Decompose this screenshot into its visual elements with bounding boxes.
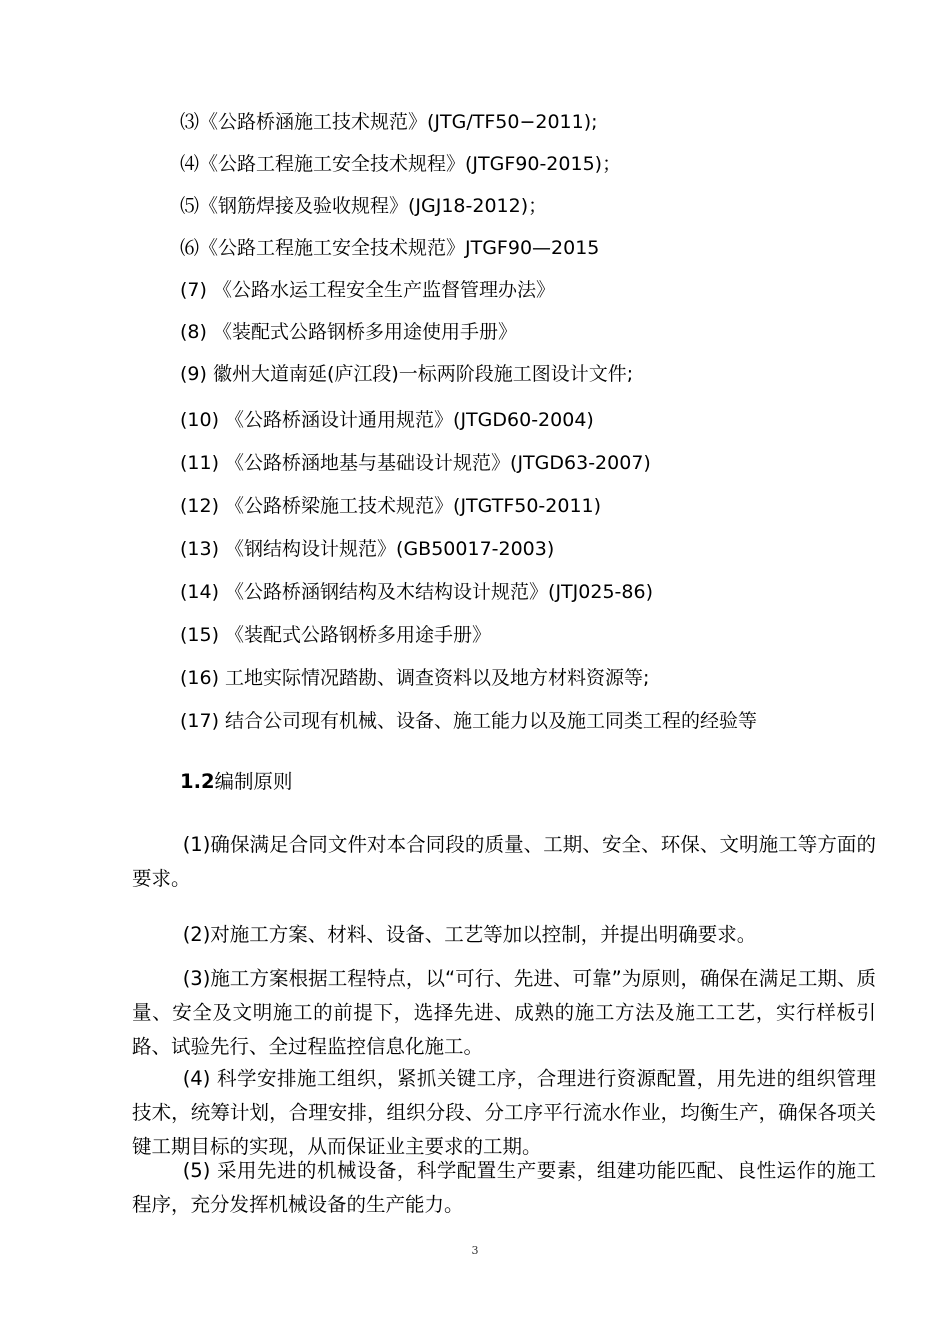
- reference-item: ⑷《公路工程施工安全技术规程》(JTGF90-2015)；: [180, 153, 622, 175]
- reference-item: (10) 《公路桥涵设计通用规范》(JTGD60-2004): [180, 409, 594, 431]
- reference-item: (11) 《公路桥涵地基与基础设计规范》(JTGD63-2007): [180, 452, 651, 474]
- reference-item: (9) 徽州大道南延(庐江段)一标两阶段施工图设计文件;: [180, 363, 634, 385]
- section-heading: [180, 768, 293, 796]
- reference-item: (7) 《公路水运工程安全生产监督管理办法》: [180, 279, 555, 301]
- reference-item: (16) 工地实际情况踏勘、调查资料以及地方材料资源等;: [180, 667, 650, 689]
- section-number: 1.2: [180, 770, 215, 793]
- principle-paragraph: (4) 科学安排施工组织，紧抓关键工序，合理进行资源配置，用先进的组织管理技术，统筹计划，合理安排，组织分段、分工序平行流水作业，均衡生产，确保各项关键工期目标的实现，从而保证业主要求的工期。: [132, 1067, 876, 1158]
- section-title: 编制原则: [214, 770, 293, 793]
- reference-item: ⑹《公路工程施工安全技术规范》JTGF90—2015: [180, 237, 600, 259]
- reference-item: (12) 《公路桥梁施工技术规范》(JTGTF50-2011): [180, 495, 602, 517]
- reference-item: ⑶《公路桥涵施工技术规范》(JTG/TF50−2011);: [180, 111, 598, 133]
- reference-item: (15) 《装配式公路钢桥多用途手册》: [180, 624, 492, 646]
- reference-item: (8) 《装配式公路钢桥多用途使用手册》: [180, 321, 517, 343]
- reference-item: ⑸《钢筋焊接及验收规程》(JGJ18-2012)；: [180, 195, 548, 217]
- page-number: 3: [471, 1244, 479, 1257]
- reference-item: (13) 《钢结构设计规范》(GB50017-2003): [180, 538, 555, 560]
- principle-paragraph: (3)施工方案根据工程特点，以“可行、先进、可靠”为原则，确保在满足工期、质量、安全及文明施工的前提下，选择先进、成熟的施工方法及施工工艺，实行样板引路、试验先行、全过程监控信息化施工。: [132, 967, 876, 1058]
- principle-paragraph: (5) 采用先进的机械设备，科学配置生产要素，组建功能匹配、良性运作的施工程序，充分发挥机械设备的生产能力。: [132, 1159, 876, 1216]
- principle-paragraph: (2)对施工方案、材料、设备、工艺等加以控制，并提出明确要求。: [182, 923, 757, 946]
- reference-item: (14) 《公路桥涵钢结构及木结构设计规范》(JTJ025-86): [180, 581, 653, 603]
- reference-item: (17) 结合公司现有机械、设备、施工能力以及施工同类工程的经验等: [180, 710, 758, 732]
- principle-paragraph: (1)确保满足合同文件对本合同段的质量、工期、安全、环保、文明施工等方面的要求。: [132, 833, 876, 890]
